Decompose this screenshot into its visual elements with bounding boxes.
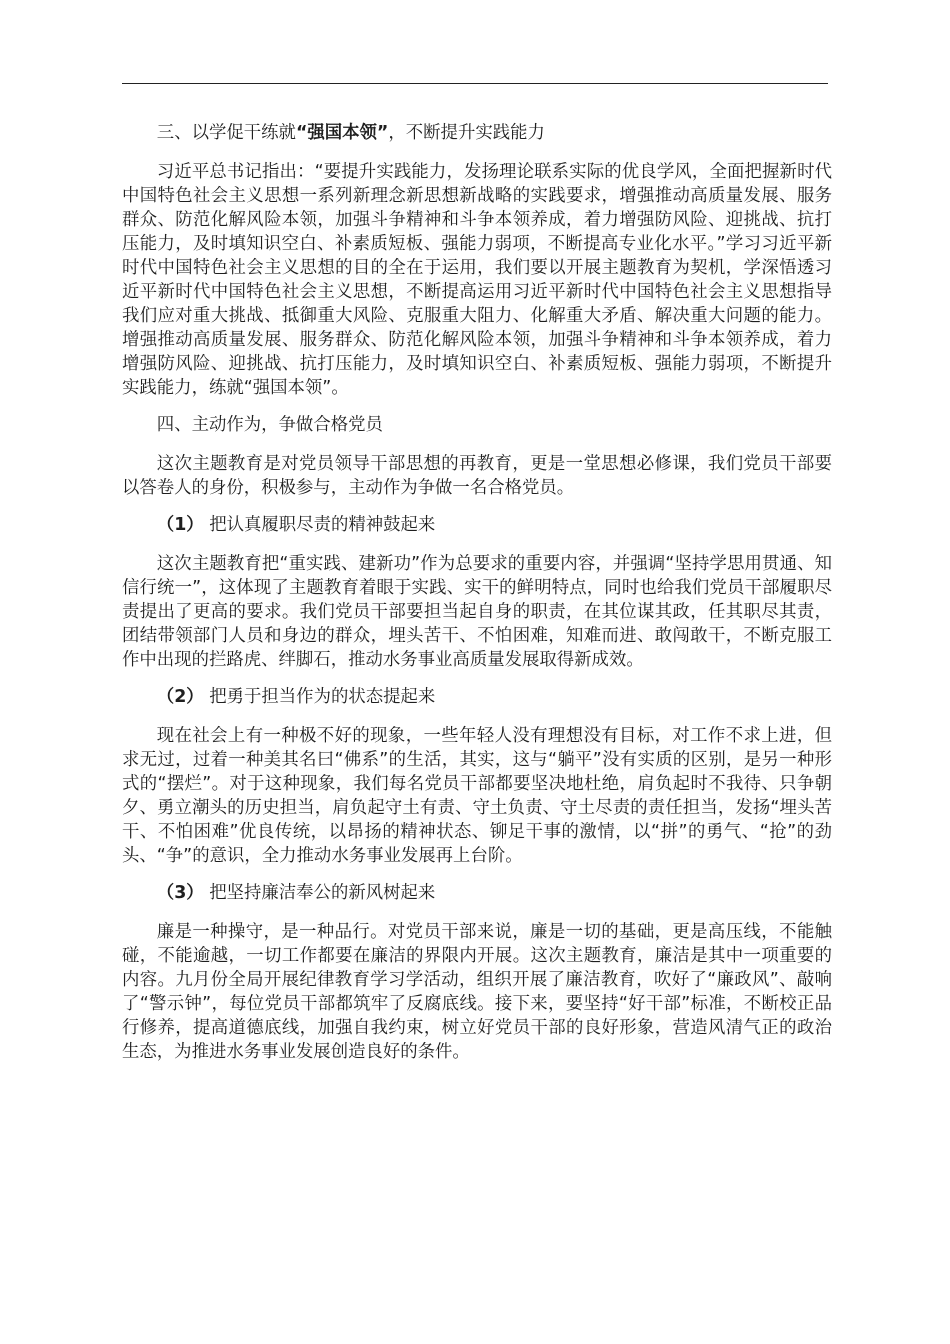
item-1-number: （1） [156,515,204,535]
section-4-heading: 四、主动作为，争做合格党员 [156,415,383,435]
item-2-heading [122,682,832,712]
section-3-heading-prefix: 三、以学促干练就 [156,123,296,143]
item-1-title: 把认真履职尽责的精神鼓起来 [209,515,436,535]
document-body [122,118,832,1074]
section-3-heading-bold: “强国本领” [295,123,389,143]
item-3-heading [122,878,832,908]
item-3-number: （3） [156,883,204,903]
section-3-heading [122,118,832,148]
section-3-paragraph: 习近平总书记指出：“要提升实践能力，发扬理论联系实际的优良学风，全面把握新时代中国特色社会主义思想一系列新理念新思想新战略的实践要求，增强推动高质量发展、服务群众、防范化解风险本领，加强斗争精神和斗争本领养成，着力增强防风险、迎挑战、抗打压能力，及时填知识空白、补素质短板、强能力弱项，不断提高专业化水平。”学习习近平新时代中国特色社会主义思想的目的全在于运用，我们要以开展主题教育为契机，学深悟透习近平新时代中国特色社会主义思想，不断提高运用习近平新时代中国特色社会主义思想指导我们应对重大挑战、抵御重大风险、克服重大阻力、化解重大矛盾、解决重大问题的能力。增强推动高质量发展、服务群众、防范化解风险本领，加强斗争精神和斗争本领养成，着力增强防风险、迎挑战、抗打压能力，及时填知识空白、补素质短板、强能力弱项，不断提升实践能力，练就“强国本领”。 [122,162,832,398]
item-2-paragraph: 现在社会上有一种极不好的现象，一些年轻人没有理想没有目标，对工作不求上进，但求无过，过着一种美其名曰“佛系”的生活，其实，这与“躺平”没有实质的区别，是另一种形式的“摆烂”。对于这种现象，我们每名党员干部都要坚决地杜绝，肩负起时不我待、只争朝夕、勇立潮头的历史担当，肩负起守土有责、守土负责、守土尽责的责任担当，发扬“埋头苦干、不怕困难”优良传统，以昂扬的精神状态、铆足干事的激情，以“拼”的勇气、“抢”的劲头、“争”的意识，全力推动水务事业发展再上台阶。 [122,726,832,866]
item-2-number: （2） [156,687,204,707]
item-1-heading [122,510,832,540]
header-rule [122,83,828,84]
item-1-paragraph: 这次主题教育把“重实践、建新功”作为总要求的重要内容，并强调“坚持学思用贯通、知信行统一”，这体现了主题教育着眼于实践、实干的鲜明特点，同时也给我们党员干部履职尽责提出了更高的要求。我们党员干部要担当起自身的职责，在其位谋其政，任其职尽其责，团结带领部门人员和身边的群众，埋头苦干、不怕困难，知难而进、敢闯敢干，不断克服工作中出现的拦路虎、绊脚石，推动水务事业高质量发展取得新成效。 [122,554,832,670]
item-3-paragraph: 廉是一种操守，是一种品行。对党员干部来说，廉是一切的基础，更是高压线，不能触碰，不能逾越，一切工作都要在廉洁的界限内开展。这次主题教育，廉洁是其中一项重要的内容。九月份全局开展纪律教育学习学活动，组织开展了廉洁教育，吹好了“廉政风”、敲响了“警示钟”，每位党员干部都筑牢了反腐底线。接下来，要坚持“好干部”标准，不断校正品行修养，提高道德底线，加强自我约束，树立好党员干部的良好形象，营造风清气正的政治生态，为推进水务事业发展创造良好的条件。 [122,922,832,1062]
item-2-title: 把勇于担当作为的状态提起来 [209,687,436,707]
section-3-heading-suffix: ，不断提升实践能力 [388,123,545,143]
item-3-title: 把坚持廉洁奉公的新风树起来 [209,883,436,903]
section-4-paragraph: 这次主题教育是对党员领导干部思想的再教育，更是一堂思想必修课，我们党员干部要以答卷人的身份，积极参与，主动作为争做一名合格党员。 [122,454,832,498]
